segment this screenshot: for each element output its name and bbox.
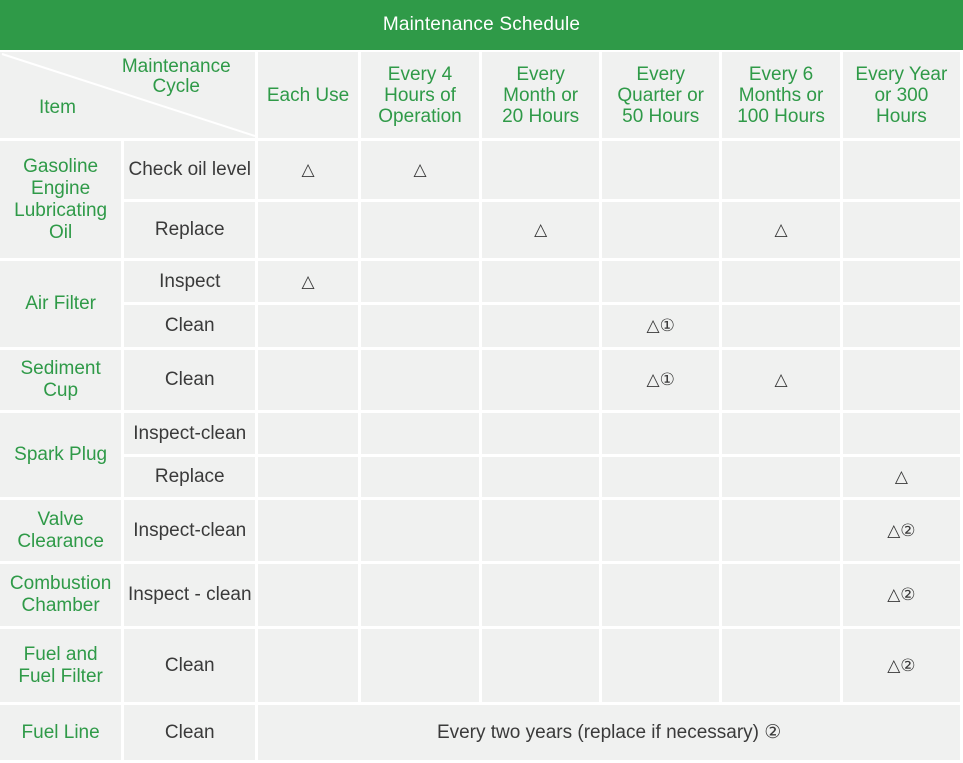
schedule-mark — [843, 141, 960, 199]
column-header: Every 6 Months or 100 Hours — [722, 52, 839, 138]
schedule-mark — [602, 141, 719, 199]
header-corner — [0, 52, 255, 138]
schedule-mark — [722, 141, 839, 199]
item-label: Item — [39, 97, 76, 118]
table-row — [0, 629, 960, 702]
schedule-table — [0, 49, 963, 763]
schedule-mark — [258, 500, 358, 561]
schedule-mark — [361, 202, 479, 258]
schedule-mark — [722, 457, 839, 497]
schedule-mark — [482, 413, 599, 454]
item-cell: Combustion Chamber — [0, 564, 121, 626]
schedule-mark — [258, 629, 358, 702]
schedule-mark — [602, 564, 719, 626]
schedule-mark: △② — [843, 564, 960, 626]
schedule-mark — [722, 261, 839, 302]
schedule-mark: △② — [843, 629, 960, 702]
schedule-mark — [843, 202, 960, 258]
schedule-mark: △ — [361, 141, 479, 199]
schedule-mark — [482, 350, 599, 410]
table-row — [0, 350, 960, 410]
table-title: Maintenance Schedule — [0, 0, 963, 50]
schedule-mark — [843, 350, 960, 410]
schedule-mark — [602, 202, 719, 258]
schedule-mark — [258, 457, 358, 497]
schedule-mark — [843, 413, 960, 454]
action-cell: Replace — [124, 202, 255, 258]
fuel-line-note: Every two years (replace if necessary) ② — [258, 705, 960, 760]
column-header: Each Use — [258, 52, 358, 138]
action-cell: Clean — [124, 629, 255, 702]
schedule-mark: △ — [722, 202, 839, 258]
schedule-mark: △ — [258, 261, 358, 302]
table-row — [0, 705, 960, 760]
table-row — [0, 564, 960, 626]
table-row — [0, 457, 960, 497]
column-header: Every Year or 300 Hours — [843, 52, 960, 138]
schedule-mark — [482, 564, 599, 626]
schedule-mark: △② — [843, 500, 960, 561]
schedule-mark — [602, 413, 719, 454]
item-cell: Fuel Line — [0, 705, 121, 760]
action-cell: Clean — [124, 350, 255, 410]
action-cell: Check oil level — [124, 141, 255, 199]
schedule-mark — [722, 305, 839, 347]
schedule-mark — [482, 141, 599, 199]
action-cell: Clean — [124, 705, 255, 760]
schedule-mark — [722, 564, 839, 626]
table-row — [0, 202, 960, 258]
schedule-mark — [258, 350, 358, 410]
schedule-mark: △① — [602, 305, 719, 347]
item-cell: Air Filter — [0, 261, 121, 347]
schedule-mark — [258, 564, 358, 626]
schedule-mark: △① — [602, 350, 719, 410]
schedule-mark: △ — [482, 202, 599, 258]
maintenance-cycle-label: Maintenance Cycle — [121, 56, 231, 97]
schedule-mark — [722, 629, 839, 702]
action-cell: Clean — [124, 305, 255, 347]
schedule-mark: △ — [722, 350, 839, 410]
schedule-mark — [482, 629, 599, 702]
schedule-mark — [482, 305, 599, 347]
schedule-mark — [361, 457, 479, 497]
table-row — [0, 413, 960, 454]
schedule-mark — [361, 629, 479, 702]
column-header: Every Month or 20 Hours — [482, 52, 599, 138]
action-cell: Inspect — [124, 261, 255, 302]
schedule-mark: △ — [843, 457, 960, 497]
schedule-mark — [602, 457, 719, 497]
table-row — [0, 305, 960, 347]
schedule-mark — [361, 500, 479, 561]
table-row — [0, 500, 960, 561]
header-row — [0, 52, 960, 138]
schedule-mark — [258, 305, 358, 347]
schedule-mark — [602, 261, 719, 302]
schedule-mark — [843, 261, 960, 302]
schedule-mark — [722, 413, 839, 454]
schedule-mark — [361, 350, 479, 410]
schedule-mark — [602, 500, 719, 561]
schedule-mark: △ — [258, 141, 358, 199]
action-cell: Replace — [124, 457, 255, 497]
item-cell: Spark Plug — [0, 413, 121, 497]
action-cell: Inspect-clean — [124, 500, 255, 561]
item-cell: Valve Clearance — [0, 500, 121, 561]
column-header: Every 4 Hours of Operation — [361, 52, 479, 138]
schedule-mark — [482, 500, 599, 561]
action-cell: Inspect-clean — [124, 413, 255, 454]
schedule-mark — [361, 413, 479, 454]
table-row — [0, 141, 960, 199]
schedule-mark — [843, 305, 960, 347]
schedule-mark — [602, 629, 719, 702]
item-cell: Gasoline Engine Lubricating Oil — [0, 141, 121, 258]
item-cell: Sediment Cup — [0, 350, 121, 410]
schedule-mark — [722, 500, 839, 561]
schedule-mark — [361, 305, 479, 347]
schedule-mark — [258, 413, 358, 454]
item-cell: Fuel and Fuel Filter — [0, 629, 121, 702]
schedule-mark — [361, 261, 479, 302]
schedule-mark — [258, 202, 358, 258]
schedule-mark — [482, 261, 599, 302]
schedule-mark — [361, 564, 479, 626]
column-header: Every Quarter or 50 Hours — [602, 52, 719, 138]
schedule-mark — [482, 457, 599, 497]
action-cell: Inspect - clean — [124, 564, 255, 626]
table-row — [0, 261, 960, 302]
